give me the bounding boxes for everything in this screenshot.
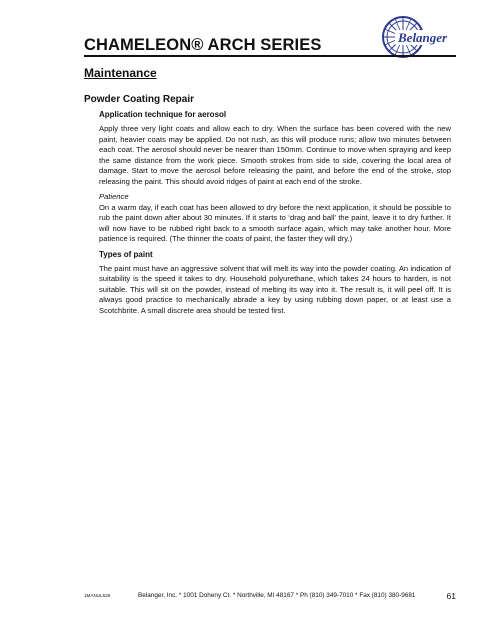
- aerosol-heading: Application technique for aerosol: [99, 110, 227, 119]
- title-divider: [84, 55, 456, 57]
- manual-code: 1MANUL526: [84, 593, 111, 598]
- aerosol-paragraph: Apply three very light coats and allow each to dry. When the surface has been covered with the new paint, heavier coats may be applied. Do not rush, as this will produce runs; allow two minutes between each coat. The aerosol should never be nearer than 150mm. Continue to move when spraying and keep the same distance from the work piece. Smooth strokes from side to side, covering the local area of damage. Start to move the aerosol before releasing the paint, and before the end of the stroke, stop releasing the paint. This should avoid ridges of paint at each end of the stroke.: [99, 124, 451, 186]
- page-number: 61: [446, 591, 456, 601]
- content-body: [99, 110, 451, 321]
- logo-wordmark: Belanger: [398, 30, 448, 45]
- page-title: CHAMELEON® ARCH SERIES: [84, 36, 322, 54]
- belanger-logo: [381, 15, 457, 59]
- paint-types-heading: Types of paint: [99, 249, 153, 259]
- paint-types-paragraph: The paint must have an aggressive solvent that will melt its way into the powder coating. An indication of suitability is the speed it takes to dry. Household polyurethane, which takes 24 hours to harden, is not suitable. This will sit on the powder, instead of melting its way into it. The result is, it will peel off. It is always good practice to mechanically abrade a key by using rubbing down paper, or at least use a Scotchbrite. A small discrete area should be tested first.: [99, 263, 451, 315]
- page-footer: [84, 591, 456, 603]
- company-address: Belanger, Inc. * 1001 Doheny Ct. * Northville, MI 48167 * Ph (810) 349-7010 * Fax (810) 380-9681: [138, 592, 416, 599]
- subsection-title: Powder Coating Repair: [84, 94, 195, 105]
- patience-heading: Patience: [99, 192, 129, 201]
- section-title: Maintenance: [84, 66, 157, 80]
- patience-paragraph: On a warm day, if each coat has been allowed to dry before the next application, it should be possible to rub the paint down after about 30 minutes. If it starts to ‘drag and ball’ the paint, leave it to dry further. It will now have to be rubbed right back to a smooth surface again, which may take another hour. More patience is required. (The thinner the coats of paint, the faster they will dry.): [99, 202, 451, 243]
